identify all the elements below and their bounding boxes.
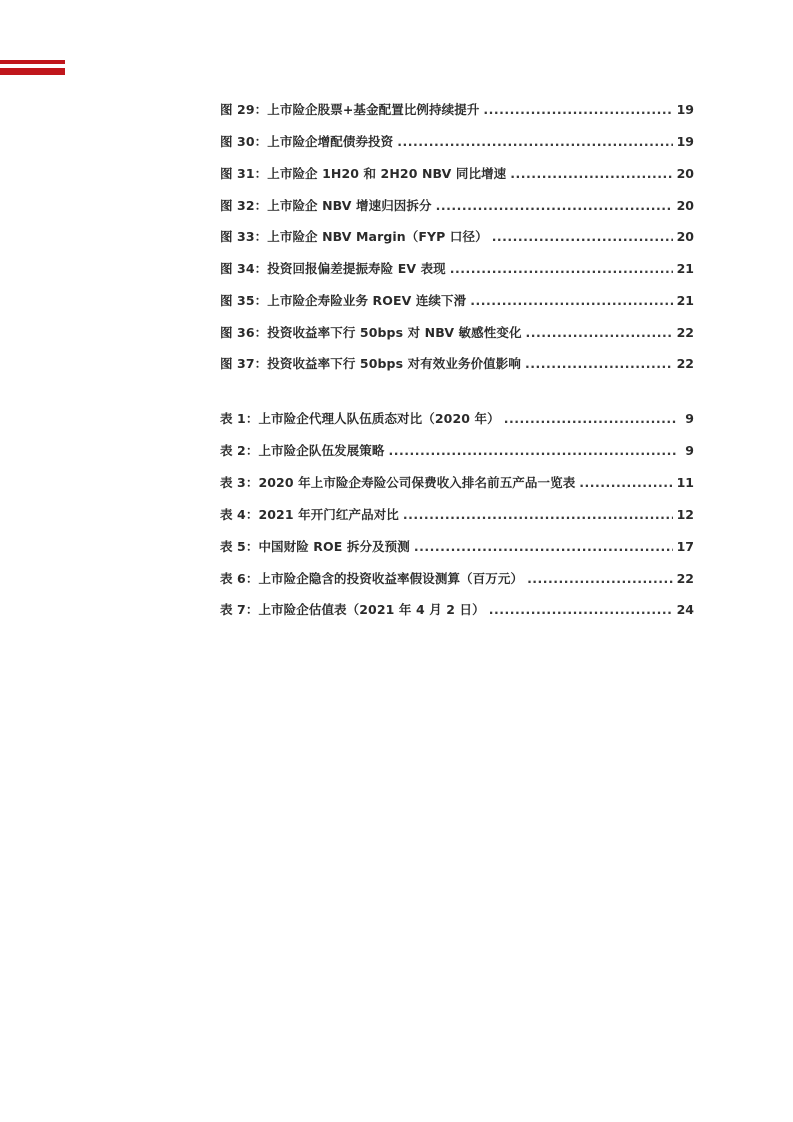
toc-entry-label: 表 5：中国财险 ROE 拆分及预测 xyxy=(220,539,410,554)
header-accent-bar-bottom xyxy=(0,68,65,75)
toc-entry-table-6[interactable] xyxy=(220,569,694,589)
toc-entry-label: 表 1：上市险企代理人队伍质态对比（2020 年） xyxy=(220,411,500,426)
toc-entry-label: 图 36：投资收益率下行 50bps 对 NBV 敏感性变化 xyxy=(220,325,522,340)
toc-dot-leader xyxy=(526,323,673,343)
toc-dot-leader xyxy=(450,259,673,279)
toc-entry-page: 21 xyxy=(676,261,694,276)
toc-entry-label: 图 32：上市险企 NBV 增速归因拆分 xyxy=(220,198,432,213)
toc-entry-figure-36[interactable] xyxy=(220,323,694,343)
toc-entry-page: 22 xyxy=(676,571,694,586)
toc-dot-leader xyxy=(388,441,676,461)
toc-dot-leader xyxy=(483,100,672,120)
toc-entry-page: 20 xyxy=(676,198,694,213)
toc-entry-label: 表 4：2021 年开门红产品对比 xyxy=(220,507,399,522)
toc-entry-label: 图 37：投资收益率下行 50bps 对有效业务价值影响 xyxy=(220,356,521,371)
toc-entry-figure-34[interactable] xyxy=(220,259,694,279)
toc-entry-page: 20 xyxy=(676,166,694,181)
toc-entry-figure-37[interactable] xyxy=(220,354,694,374)
toc-dot-leader xyxy=(504,409,676,429)
toc-entry-table-7[interactable] xyxy=(220,600,694,620)
toc-entry-figure-33[interactable] xyxy=(220,227,694,247)
toc-dot-leader xyxy=(510,164,672,184)
toc-dot-leader xyxy=(579,473,672,493)
toc-dot-leader xyxy=(492,227,673,247)
toc-entry-table-3[interactable] xyxy=(220,473,694,493)
toc-entry-figure-29[interactable] xyxy=(220,100,694,120)
toc-entry-table-2[interactable] xyxy=(220,441,694,461)
toc-entry-table-1[interactable] xyxy=(220,409,694,429)
toc-entry-page: 24 xyxy=(676,602,694,617)
toc-dot-leader xyxy=(403,505,673,525)
toc-entry-page: 20 xyxy=(676,229,694,244)
toc-entry-page: 22 xyxy=(676,356,694,371)
header-accent-bar-top xyxy=(0,60,65,64)
toc-entry-label: 表 7：上市险企估值表（2021 年 4 月 2 日） xyxy=(220,602,485,617)
toc-entry-figure-32[interactable] xyxy=(220,196,694,216)
toc-entry-page: 22 xyxy=(676,325,694,340)
toc-entry-label: 图 31：上市险企 1H20 和 2H20 NBV 同比增速 xyxy=(220,166,507,181)
toc-entry-page: 19 xyxy=(676,134,694,149)
toc-entry-label: 图 34：投资回报偏差提振寿险 EV 表现 xyxy=(220,261,446,276)
toc-entry-page: 17 xyxy=(676,539,694,554)
toc-entry-page: 12 xyxy=(676,507,694,522)
toc-dot-leader xyxy=(527,569,673,589)
toc-entry-page: 9 xyxy=(685,411,694,426)
toc-entry-figure-31[interactable] xyxy=(220,164,694,184)
toc-dot-leader xyxy=(436,196,673,216)
toc-entry-label: 表 2：上市险企队伍发展策略 xyxy=(220,443,385,458)
toc-dot-leader xyxy=(397,132,672,152)
toc-entry-label: 表 3：2020 年上市险企寿险公司保费收入排名前五产品一览表 xyxy=(220,475,576,490)
toc-entry-page: 11 xyxy=(676,475,694,490)
toc-entry-page: 21 xyxy=(676,293,694,308)
toc-entry-label: 图 29：上市险企股票+基金配置比例持续提升 xyxy=(220,102,480,117)
toc-entry-label: 图 30：上市险企增配债券投资 xyxy=(220,134,394,149)
toc-entry-label: 图 35：上市险企寿险业务 ROEV 连续下滑 xyxy=(220,293,467,308)
toc-entry-table-4[interactable] xyxy=(220,505,694,525)
toc-entry-figure-35[interactable] xyxy=(220,291,694,311)
toc-dot-leader xyxy=(414,537,673,557)
toc-entry-table-5[interactable] xyxy=(220,537,694,557)
toc-entry-label: 图 33：上市险企 NBV Margin（FYP 口径） xyxy=(220,229,488,244)
toc-dot-leader xyxy=(470,291,672,311)
toc-entry-page: 9 xyxy=(685,443,694,458)
toc-entry-figure-30[interactable] xyxy=(220,132,694,152)
toc-dot-leader xyxy=(525,354,673,374)
toc-dot-leader xyxy=(489,600,673,620)
toc-entry-label: 表 6：上市险企隐含的投资收益率假设测算（百万元） xyxy=(220,571,524,586)
toc-entry-page: 19 xyxy=(676,102,694,117)
